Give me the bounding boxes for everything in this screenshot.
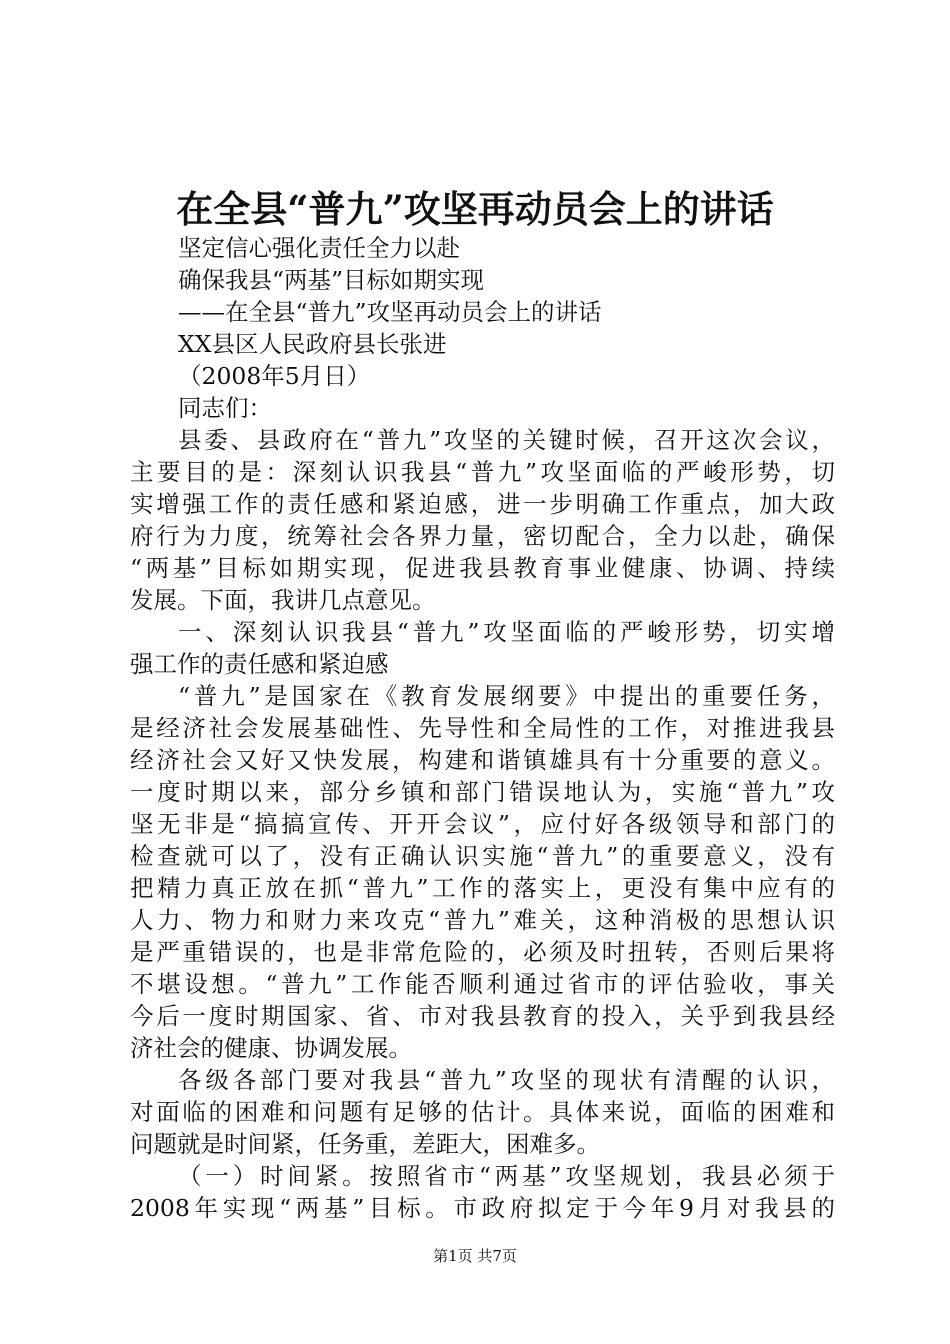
document-title: 在全县“普九”攻坚再动员会上的讲话 [176,187,774,231]
paragraph-line: 实增强工作的责任感和紧迫感，进一步明确工作重点，加大政 [130,490,835,518]
section-heading-line: 一、深刻认识我县“普九”攻坚面临的严峻形势，切实增 [178,618,835,646]
salutation-line: 同志们： [178,394,272,422]
paragraph-line: “两基”目标如期实现，促进我县教育事业健康、协调、持续 [130,554,835,582]
paragraph-line: 检查就可以了，没有正确认识实施“普九”的重要意义，没有 [130,842,835,870]
paragraph-line: 问题就是时间紧，任务重，差距大，困难多。 [130,1130,600,1158]
paragraph-line: 是经济社会发展基础性、先导性和全局性的工作，对推进我县 [130,714,835,742]
paragraph-line: “普九”是国家在《教育发展纲要》中提出的重要任务， [178,682,835,710]
subtitle-line: 坚定信心强化责任全力以赴 [178,234,460,262]
document-body [130,232,835,1224]
author-line: XX县区人民政府县长张进 [178,330,447,358]
paragraph-line: 把精力真正放在抓“普九”工作的落实上，更没有集中应有的 [130,874,835,902]
paragraph-line: 府行为力度，统筹社会各界力量，密切配合，全力以赴，确保 [130,522,835,550]
paragraph-line: 济社会的健康、协调发展。 [130,1034,412,1062]
paragraph-line: 县委、县政府在“普九”攻坚的关键时候，召开这次会议， [178,426,835,454]
paragraph-line: 一度时期以来，部分乡镇和部门错误地认为，实施“普九”攻 [130,778,835,806]
paragraph-line: 是严重错误的，也是非常危险的，必须及时扭转，否则后果将 [130,938,835,966]
paragraph-line: 对面临的困难和问题有足够的估计。具体来说，面临的困难和 [130,1098,835,1126]
paragraph-line: 主要目的是：深刻认识我县“普九”攻坚面临的严峻形势，切 [130,458,835,486]
paragraph-line: 人力、物力和财力来攻克“普九”难关，这种消极的思想认识 [130,906,835,934]
subtitle-line: 确保我县“两基”目标如期实现 [178,266,485,294]
paragraph-line: 今后一度时期国家、省、市对我县教育的投入，关乎到我县经 [130,1002,835,1030]
paragraph-line: 不堪设想。“普九”工作能否顺利通过省市的评估验收，事关 [130,970,835,998]
paragraph-line: 坚无非是“搞搞宣传、开开会议”，应付好各级领导和部门的 [130,810,835,838]
paragraph-line: 2008年实现“两基”目标。市政府拟定于今年9月对我县的 [130,1194,835,1222]
paragraph-line: 各级各部门要对我县“普九”攻坚的现状有清醒的认识， [178,1066,835,1094]
date-line: （2008年5月日） [178,362,371,390]
paragraph-line: （一）时间紧。按照省市“两基”攻坚规划，我县必须于 [178,1162,835,1190]
paragraph-line: 发展。下面，我讲几点意见。 [130,586,436,614]
page-footer: 第1页 共7页 [433,1247,517,1265]
subtitle-line: ——在全县“普九”攻坚再动员会上的讲话 [178,298,602,326]
section-heading-line: 强工作的责任感和紧迫感 [130,650,389,678]
paragraph-line: 经济社会又好又快发展，构建和谐镇雄具有十分重要的意义。 [130,746,835,774]
